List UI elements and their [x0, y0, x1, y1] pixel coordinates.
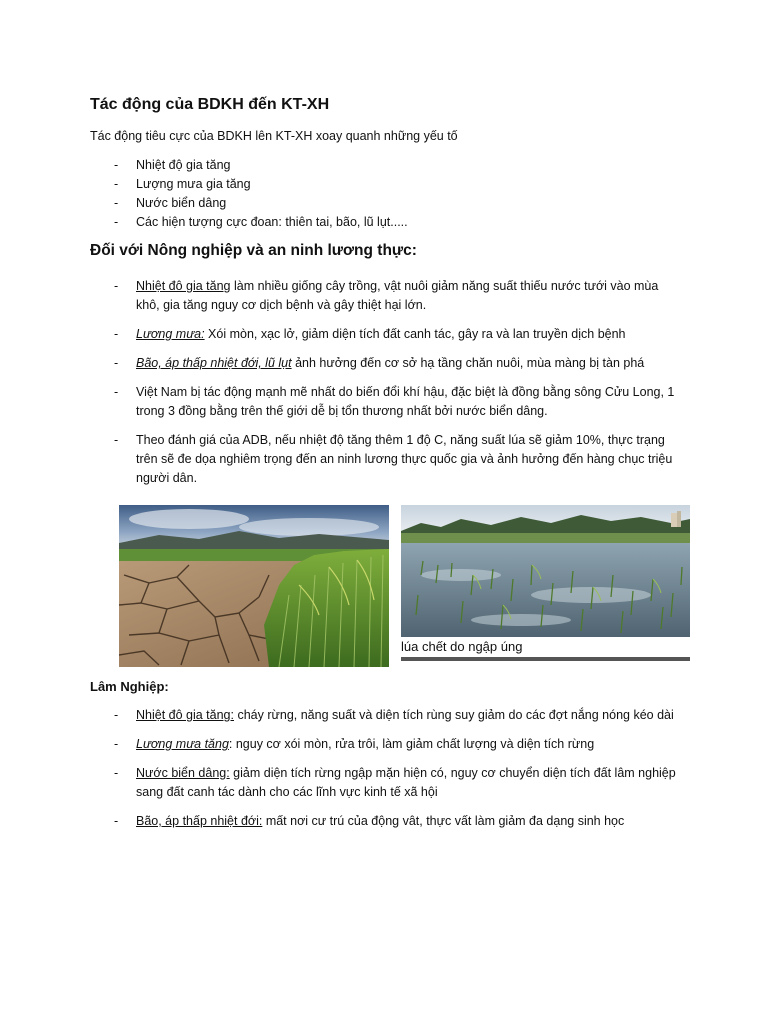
list-item [114, 354, 684, 373]
forestry-heading: Lâm Nghiệp: [90, 679, 169, 694]
list-item-term: Lương mưa: [136, 327, 205, 341]
agriculture-heading: Đối với Nông nghiệp và an ninh lương thực: [90, 242, 417, 259]
list-item-text: giảm diện tích rừng ngập mặn hiện có, nguy cơ chuyển diện tích đất lâm nghiệp sang đất canh tác dành cho các lĩnh vực kinh tế xã hội [136, 766, 676, 799]
list-item-term: Nhiệt đô gia tăng: [136, 708, 234, 722]
caption-divider [401, 657, 690, 661]
list-item: - Nhiệt độ gia tăng [114, 156, 408, 175]
list-item-text: : nguy cơ xói mòn, rửa trôi, làm giảm chất lượng và diện tích rừng [228, 737, 595, 751]
list-item [114, 383, 684, 421]
list-item [114, 764, 684, 802]
list-item [114, 277, 684, 315]
list-item-term: Lương mưa tăng [136, 737, 229, 751]
list-item-text: ảnh hưởng đến cơ sở hạ tầng chăn nuôi, mùa màng bị tàn phá [291, 356, 645, 370]
drought-rice-photo [119, 505, 389, 667]
list-item [114, 431, 684, 488]
factor-list [114, 156, 408, 232]
list-item-term: Nước biển dâng: [136, 766, 230, 780]
list-item-text: làm nhiều giống cây trồng, vật nuôi giảm năng suất thiếu nước tưới vào mùa khô, gia tăng nguy cơ dịch bệnh và gây thiệt hại lớn. [136, 279, 659, 312]
list-item-term: Bão, áp thấp nhiệt đới, lũ lụt [136, 356, 292, 370]
list-item-term: Nhiệt đô gia tăng [136, 279, 231, 293]
page-title: Tác động của BDKH đến KT-XH [90, 96, 330, 113]
list-item-term: Bão, áp thấp nhiệt đới: [136, 814, 263, 828]
list-item [114, 735, 684, 754]
intro-paragraph: Tác động tiêu cực của BDKH lên KT-XH xoay quanh những yếu tố [90, 129, 458, 143]
list-item [114, 812, 684, 831]
list-item-text: Theo đánh giá của ADB, nếu nhiệt độ tăng thêm 1 độ C, năng suất lúa sẽ giảm 10%, thực trạng trên sẽ đe dọa nghiêm trọng đến an ninh lương thực quốc gia và ảnh hưởng đến hàng chục triệu người dân. [136, 433, 673, 485]
flooded-rice-photo [401, 505, 690, 637]
list-item-text: Xói mòn, xạc lở, giảm diện tích đất canh tác, gây ra và lan truyền dịch bệnh [204, 327, 626, 341]
list-item [114, 706, 684, 725]
figure-caption: lúa chết do ngập úng [401, 639, 523, 654]
list-item: - Các hiện tượng cực đoan: thiên tai, bão, lũ lụt..... [114, 213, 408, 232]
list-item: - Lượng mưa gia tăng [114, 175, 408, 194]
list-item: - Nước biển dâng [114, 194, 408, 213]
forestry-list [114, 706, 684, 831]
list-item-text: mất nơi cư trú của động vât, thực vất làm giảm đa dạng sinh học [262, 814, 625, 828]
agriculture-list [114, 277, 684, 488]
list-item [114, 325, 684, 344]
list-item-text: Việt Nam bị tác động mạnh mẽ nhất do biến đổi khí hậu, đặc biệt là đồng bằng sông Cửu Long, 1 trong 3 đồng bằng trên thế giới dễ bị tổn thương nhất bởi nước biển dâng. [136, 385, 675, 418]
list-item-text: cháy rừng, năng suất và diện tích rùng suy giảm do các đợt nắng nóng kéo dài [234, 708, 674, 722]
